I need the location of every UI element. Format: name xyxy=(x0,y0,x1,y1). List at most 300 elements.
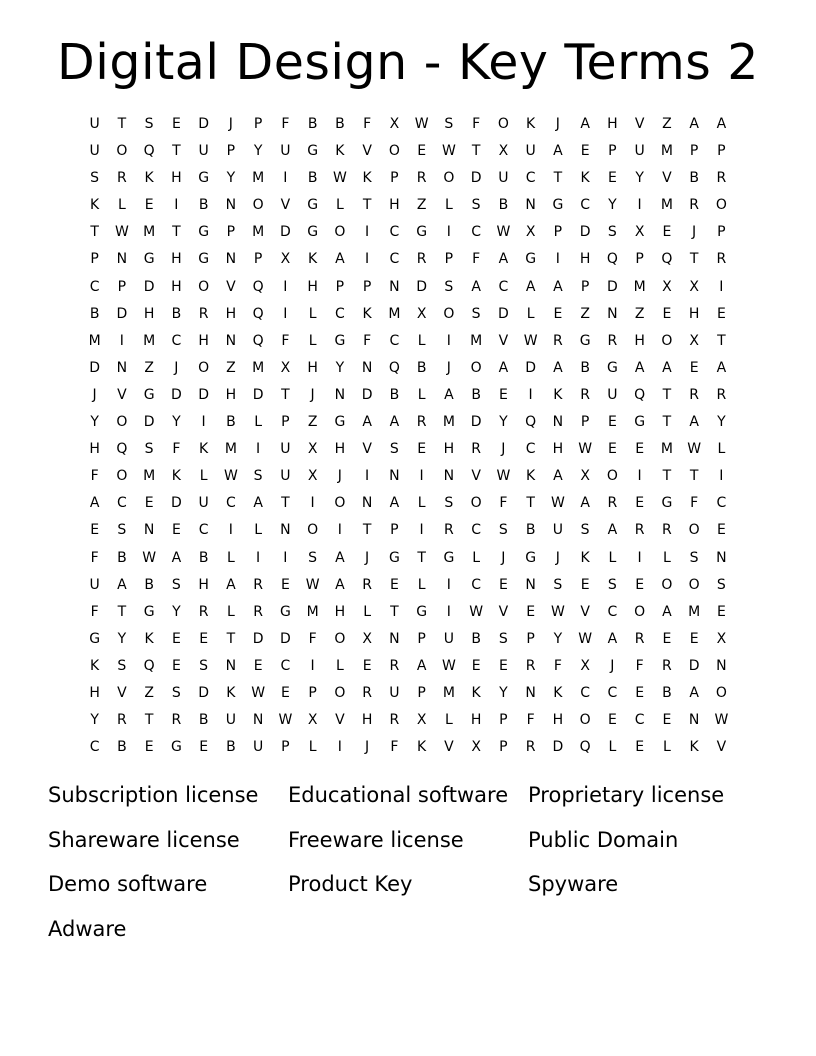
grid-letter: X xyxy=(362,630,372,647)
grid-letter: Y xyxy=(90,414,99,431)
grid-letter: I xyxy=(637,468,642,485)
grid-letter: F xyxy=(635,657,644,674)
grid-letter: Q xyxy=(143,143,155,160)
grid-letter: L xyxy=(444,712,453,729)
grid-letter: S xyxy=(90,170,100,187)
grid-letter: W xyxy=(578,630,593,647)
grid-letter: T xyxy=(172,224,181,241)
grid-letter: M xyxy=(660,197,673,214)
grid-letter: K xyxy=(689,739,699,756)
grid-letter: P xyxy=(226,224,236,241)
grid-letter: O xyxy=(116,468,128,485)
grid-letter: K xyxy=(226,684,236,701)
grid-letter: C xyxy=(171,332,182,349)
grid-letter: S xyxy=(308,549,318,566)
grid-letter: K xyxy=(90,197,100,214)
grid-letter: R xyxy=(171,712,182,729)
grid-letter: O xyxy=(198,278,210,295)
grid-letter: R xyxy=(117,170,127,187)
grid-letter: Q xyxy=(252,278,264,295)
grid-letter: C xyxy=(580,197,591,214)
grid-letter: E xyxy=(144,495,154,512)
grid-letter: I xyxy=(283,549,288,566)
grid-letter: R xyxy=(389,712,400,729)
grid-letter: C xyxy=(716,495,727,512)
grid-letter: F xyxy=(690,495,699,512)
grid-letter: B xyxy=(117,739,127,756)
grid-letter: G xyxy=(334,414,346,431)
grid-letter: H xyxy=(307,359,318,376)
grid-letter: Y xyxy=(717,414,726,431)
grid-letter: H xyxy=(334,603,346,620)
grid-letter: U xyxy=(634,143,645,160)
grid-letter: J xyxy=(174,359,179,376)
grid-letter: A xyxy=(444,386,454,403)
grid-letter: E xyxy=(689,359,699,376)
grid-letter: S xyxy=(389,441,399,458)
grid-letter: P xyxy=(689,143,699,160)
grid-letter: K xyxy=(553,386,563,403)
grid-letter: F xyxy=(363,116,372,132)
grid-letter: N xyxy=(361,495,373,512)
grid-letter: G xyxy=(416,603,428,620)
grid-letter: Q xyxy=(606,251,618,268)
grid-letter: I xyxy=(446,224,451,241)
grid-letter: P xyxy=(417,684,426,701)
grid-letter: G xyxy=(525,549,537,566)
grid-letter: X xyxy=(689,332,699,349)
grid-letter: K xyxy=(335,143,345,160)
grid-letter: Z xyxy=(416,197,427,214)
grid-letter: M xyxy=(388,305,401,322)
grid-letter: B xyxy=(335,116,345,132)
grid-letter: T xyxy=(417,549,426,566)
grid-letter: S xyxy=(444,278,454,295)
grid-letter: S xyxy=(498,522,508,539)
grid-letter: B xyxy=(117,549,127,566)
grid-letter: I xyxy=(637,549,642,566)
grid-letter: B xyxy=(198,197,209,214)
grid-letter: H xyxy=(143,305,155,322)
grid-letter: N xyxy=(361,359,373,376)
grid-letter: J xyxy=(228,116,233,132)
grid-letter: T xyxy=(362,522,372,539)
grid-letter: I xyxy=(365,224,370,241)
grid-letter: V xyxy=(580,603,590,620)
grid-letter: I xyxy=(555,251,560,268)
grid-letter: V xyxy=(471,468,481,485)
grid-letter: P xyxy=(717,224,726,241)
grid-letter: D xyxy=(198,386,210,403)
grid-letter: E xyxy=(280,684,290,701)
grid-letter: L xyxy=(308,332,317,349)
grid-letter: T xyxy=(526,495,535,512)
grid-letter: W xyxy=(550,603,565,620)
grid-letter: S xyxy=(117,522,127,539)
grid-letter: T xyxy=(553,170,563,187)
grid-letter: H xyxy=(443,441,455,458)
grid-letter: N xyxy=(525,684,536,701)
grid-letter: M xyxy=(143,468,156,485)
grid-letter: N xyxy=(280,522,291,539)
grid-letter: K xyxy=(308,251,318,268)
grid-letter: B xyxy=(307,170,318,187)
grid-letter: M xyxy=(688,603,701,620)
grid-letter: L xyxy=(417,332,426,349)
grid-letter: G xyxy=(170,739,182,756)
grid-letter: E xyxy=(635,684,645,701)
grid-letter: B xyxy=(389,386,400,403)
grid-letter: G xyxy=(443,549,455,566)
grid-letter: M xyxy=(470,332,483,349)
grid-letter: H xyxy=(171,170,182,187)
grid-letter: N xyxy=(552,414,564,431)
grid-letter: P xyxy=(90,251,99,268)
grid-letter: T xyxy=(117,116,127,132)
grid-letter: A xyxy=(580,495,590,512)
grid-letter: R xyxy=(634,630,645,647)
grid-letter: H xyxy=(171,278,182,295)
grid-letter: V xyxy=(634,116,645,132)
grid-letter: P xyxy=(390,522,399,539)
grid-letter: R xyxy=(607,332,618,349)
grid-letter: R xyxy=(716,251,727,268)
grid-letter: S xyxy=(553,576,563,593)
grid-letter: U xyxy=(389,684,400,701)
grid-letter: E xyxy=(417,441,427,458)
grid-letter: E xyxy=(635,739,645,756)
word-search-grid xyxy=(81,111,735,761)
grid-letter: O xyxy=(661,576,673,593)
grid-letter: I xyxy=(446,576,451,593)
grid-letter: V xyxy=(226,278,236,295)
grid-letter: D xyxy=(552,739,564,756)
grid-letter: I xyxy=(446,332,451,349)
grid-letter: D xyxy=(170,495,182,512)
grid-letter: J xyxy=(501,549,506,566)
grid-letter: H xyxy=(89,684,100,701)
grid-letter: E xyxy=(362,657,372,674)
grid-letter: L xyxy=(254,522,263,539)
grid-letter: X xyxy=(525,224,536,241)
grid-letter: Q xyxy=(252,332,264,349)
grid-letter: O xyxy=(688,576,700,593)
grid-letter: R xyxy=(471,441,481,458)
grid-letter: E xyxy=(553,305,563,322)
grid-letter: F xyxy=(90,603,99,620)
grid-letter: S xyxy=(689,549,699,566)
grid-letter: G xyxy=(525,251,537,268)
grid-letter: W xyxy=(523,332,538,349)
grid-letter: H xyxy=(225,305,237,322)
grid-letter: X xyxy=(307,468,318,485)
grid-letter: O xyxy=(307,522,319,539)
grid-letter: C xyxy=(116,495,127,512)
grid-letter: F xyxy=(553,657,562,674)
grid-letter: A xyxy=(89,495,100,512)
grid-letter: R xyxy=(716,386,727,403)
grid-letter: M xyxy=(660,441,673,458)
grid-letter: N xyxy=(143,522,155,539)
grid-letter: R xyxy=(662,522,672,539)
grid-letter: X xyxy=(307,441,318,458)
grid-letter: G xyxy=(388,549,400,566)
grid-letter: L xyxy=(417,495,426,512)
grid-letter: A xyxy=(662,359,672,376)
grid-letter: D xyxy=(279,224,291,241)
grid-letter: Y xyxy=(253,143,263,160)
grid-letter: B xyxy=(525,522,536,539)
grid-letter: E xyxy=(607,441,617,458)
grid-letter: P xyxy=(417,630,426,647)
grid-letter: B xyxy=(307,116,318,132)
grid-letter: E xyxy=(662,305,672,322)
grid-letter: K xyxy=(362,305,372,322)
grid-letter: I xyxy=(283,278,288,295)
grid-letter: D xyxy=(525,359,537,376)
grid-letter: K xyxy=(553,684,563,701)
grid-letter: V xyxy=(716,739,727,756)
grid-letter: G xyxy=(143,603,155,620)
grid-letter: M xyxy=(224,441,237,458)
grid-letter: E xyxy=(471,657,481,674)
grid-letter: E xyxy=(498,657,508,674)
grid-letter: P xyxy=(580,278,590,295)
grid-letter: Y xyxy=(117,630,127,647)
grid-letter: L xyxy=(226,549,235,566)
grid-letter: M xyxy=(143,332,156,349)
grid-letter: P xyxy=(499,712,508,729)
grid-letter: E xyxy=(662,224,672,241)
grid-letter: T xyxy=(662,386,672,403)
grid-letter: M xyxy=(306,603,319,620)
grid-letter: R xyxy=(553,332,563,349)
grid-letter: G xyxy=(634,414,646,431)
grid-letter: N xyxy=(225,251,237,268)
grid-letter: P xyxy=(226,143,236,160)
grid-letter: M xyxy=(88,332,101,349)
grid-letter: H xyxy=(389,197,400,214)
grid-letter: T xyxy=(471,143,481,160)
grid-letter: Q xyxy=(143,657,155,674)
grid-letter: D xyxy=(470,170,482,187)
grid-letter: W xyxy=(441,657,456,674)
grid-letter: C xyxy=(89,739,100,756)
grid-letter: N xyxy=(116,251,128,268)
grid-letter: O xyxy=(470,359,482,376)
grid-letter: E xyxy=(253,657,263,674)
grid-letter: J xyxy=(692,224,697,241)
grid-letter: A xyxy=(498,359,509,376)
grid-letter: R xyxy=(253,603,263,620)
grid-letter: O xyxy=(334,630,346,647)
grid-letter: V xyxy=(662,170,672,187)
grid-letter: Z xyxy=(144,684,154,701)
grid-letter: X xyxy=(580,657,590,674)
grid-letter: U xyxy=(443,630,454,647)
grid-letter: U xyxy=(498,170,509,187)
grid-letter: G xyxy=(606,359,618,376)
grid-letter: A xyxy=(226,576,236,593)
grid-letter: G xyxy=(143,386,155,403)
grid-letter: P xyxy=(253,251,263,268)
grid-letter: I xyxy=(419,468,424,485)
grid-letter: H xyxy=(198,576,209,593)
grid-letter: R xyxy=(662,657,672,674)
grid-letter: E xyxy=(389,576,399,593)
grid-letter: V xyxy=(335,712,345,729)
grid-letter: D xyxy=(470,414,482,431)
grid-letter: W xyxy=(550,495,565,512)
grid-letter: B xyxy=(471,386,481,403)
grid-letter: T xyxy=(281,386,290,403)
grid-letter: S xyxy=(580,522,590,539)
grid-letter: R xyxy=(416,251,427,268)
grid-letter: K xyxy=(417,739,427,756)
word-list-item: Spyware xyxy=(528,872,619,896)
grid-letter: N xyxy=(334,386,346,403)
grid-letter: L xyxy=(662,739,671,756)
grid-letter: E xyxy=(580,576,590,593)
grid-letter: W xyxy=(305,576,320,593)
grid-letter: I xyxy=(228,522,233,539)
grid-letter: U xyxy=(89,116,100,132)
grid-letter: W xyxy=(278,712,293,729)
grid-letter: T xyxy=(689,251,699,268)
grid-letter: K xyxy=(526,468,536,485)
grid-letter: S xyxy=(144,116,154,132)
word-list-item: Proprietary license xyxy=(528,783,725,807)
grid-letter: K xyxy=(171,468,181,485)
grid-letter: O xyxy=(606,468,618,485)
grid-letter: T xyxy=(117,603,127,620)
grid-letter: R xyxy=(198,603,209,620)
grid-letter: F xyxy=(472,251,481,268)
grid-letter: C xyxy=(471,576,482,593)
grid-letter: A xyxy=(335,251,345,268)
grid-letter: H xyxy=(334,441,346,458)
grid-letter: S xyxy=(471,197,481,214)
grid-letter: H xyxy=(470,712,482,729)
grid-letter: N xyxy=(716,549,727,566)
grid-letter: V xyxy=(280,197,291,214)
grid-letter: Q xyxy=(634,386,646,403)
grid-letter: O xyxy=(334,495,346,512)
grid-letter: C xyxy=(389,224,400,241)
grid-letter: A xyxy=(689,414,699,431)
word-list xyxy=(48,777,768,955)
grid-letter: Y xyxy=(608,197,617,214)
grid-letter: E xyxy=(716,305,726,322)
grid-letter: D xyxy=(170,386,182,403)
grid-letter: S xyxy=(471,305,481,322)
grid-letter: G xyxy=(552,197,564,214)
grid-letter: Q xyxy=(116,441,128,458)
grid-letter: I xyxy=(528,386,533,403)
grid-letter: V xyxy=(444,739,454,756)
grid-letter: X xyxy=(580,468,590,485)
grid-letter: W xyxy=(469,603,484,620)
grid-letter: T xyxy=(362,197,372,214)
grid-letter: N xyxy=(225,657,237,674)
grid-letter: W xyxy=(441,143,456,160)
grid-letter: V xyxy=(362,441,372,458)
grid-letter: M xyxy=(660,143,673,160)
grid-letter: G xyxy=(198,224,210,241)
grid-letter: N xyxy=(389,468,400,485)
grid-letter: R xyxy=(389,657,400,674)
grid-letter: L xyxy=(335,657,344,674)
grid-letter: A xyxy=(389,495,400,512)
grid-letter: V xyxy=(117,684,127,701)
grid-letter: X xyxy=(280,251,291,268)
grid-letter: H xyxy=(579,251,591,268)
grid-letter: B xyxy=(498,197,509,214)
grid-letter: E xyxy=(171,630,181,647)
grid-letter: H xyxy=(607,116,618,132)
grid-letter: S xyxy=(144,441,154,458)
grid-letter: O xyxy=(715,197,727,214)
grid-letter: I xyxy=(174,197,179,214)
grid-letter: E xyxy=(90,522,100,539)
grid-letter: O xyxy=(470,495,482,512)
grid-letter: E xyxy=(171,657,181,674)
grid-letter: A xyxy=(253,495,263,512)
grid-letter: I xyxy=(637,197,642,214)
grid-letter: L xyxy=(608,549,617,566)
grid-letter: X xyxy=(498,143,509,160)
grid-letter: K xyxy=(580,549,590,566)
grid-letter: O xyxy=(334,224,346,241)
grid-letter: O xyxy=(198,359,210,376)
grid-letter: P xyxy=(281,739,290,756)
grid-letter: H xyxy=(634,332,645,349)
grid-letter: R xyxy=(580,386,590,403)
grid-letter: P xyxy=(117,278,127,295)
grid-letter: E xyxy=(171,116,181,132)
grid-letter: B xyxy=(198,712,209,729)
grid-letter: P xyxy=(608,143,617,160)
grid-letter: Q xyxy=(388,359,400,376)
grid-letter: U xyxy=(280,441,291,458)
grid-letter: L xyxy=(717,441,726,458)
grid-letter: Y xyxy=(90,712,99,729)
grid-letter: N xyxy=(389,278,400,295)
grid-letter: W xyxy=(496,224,511,241)
grid-letter: D xyxy=(497,305,509,322)
word-list-item: Demo software xyxy=(48,872,208,896)
grid-letter: P xyxy=(499,739,508,756)
grid-letter: A xyxy=(389,414,400,431)
grid-letter: A xyxy=(498,251,509,268)
grid-letter: C xyxy=(580,684,591,701)
grid-letter: F xyxy=(363,332,372,349)
grid-letter: R xyxy=(525,657,536,674)
grid-letter: D xyxy=(143,278,155,295)
grid-letter: E xyxy=(280,576,290,593)
word-list-item: Subscription license xyxy=(48,783,259,807)
grid-letter: P xyxy=(717,143,726,160)
grid-letter: C xyxy=(634,712,645,729)
grid-letter: E xyxy=(607,170,617,187)
grid-letter: N xyxy=(688,712,700,729)
grid-letter: I xyxy=(256,441,261,458)
grid-letter: A xyxy=(580,116,590,132)
grid-letter: I xyxy=(256,549,261,566)
grid-letter: I xyxy=(283,170,288,187)
grid-letter: O xyxy=(252,197,264,214)
grid-letter: E xyxy=(199,739,209,756)
